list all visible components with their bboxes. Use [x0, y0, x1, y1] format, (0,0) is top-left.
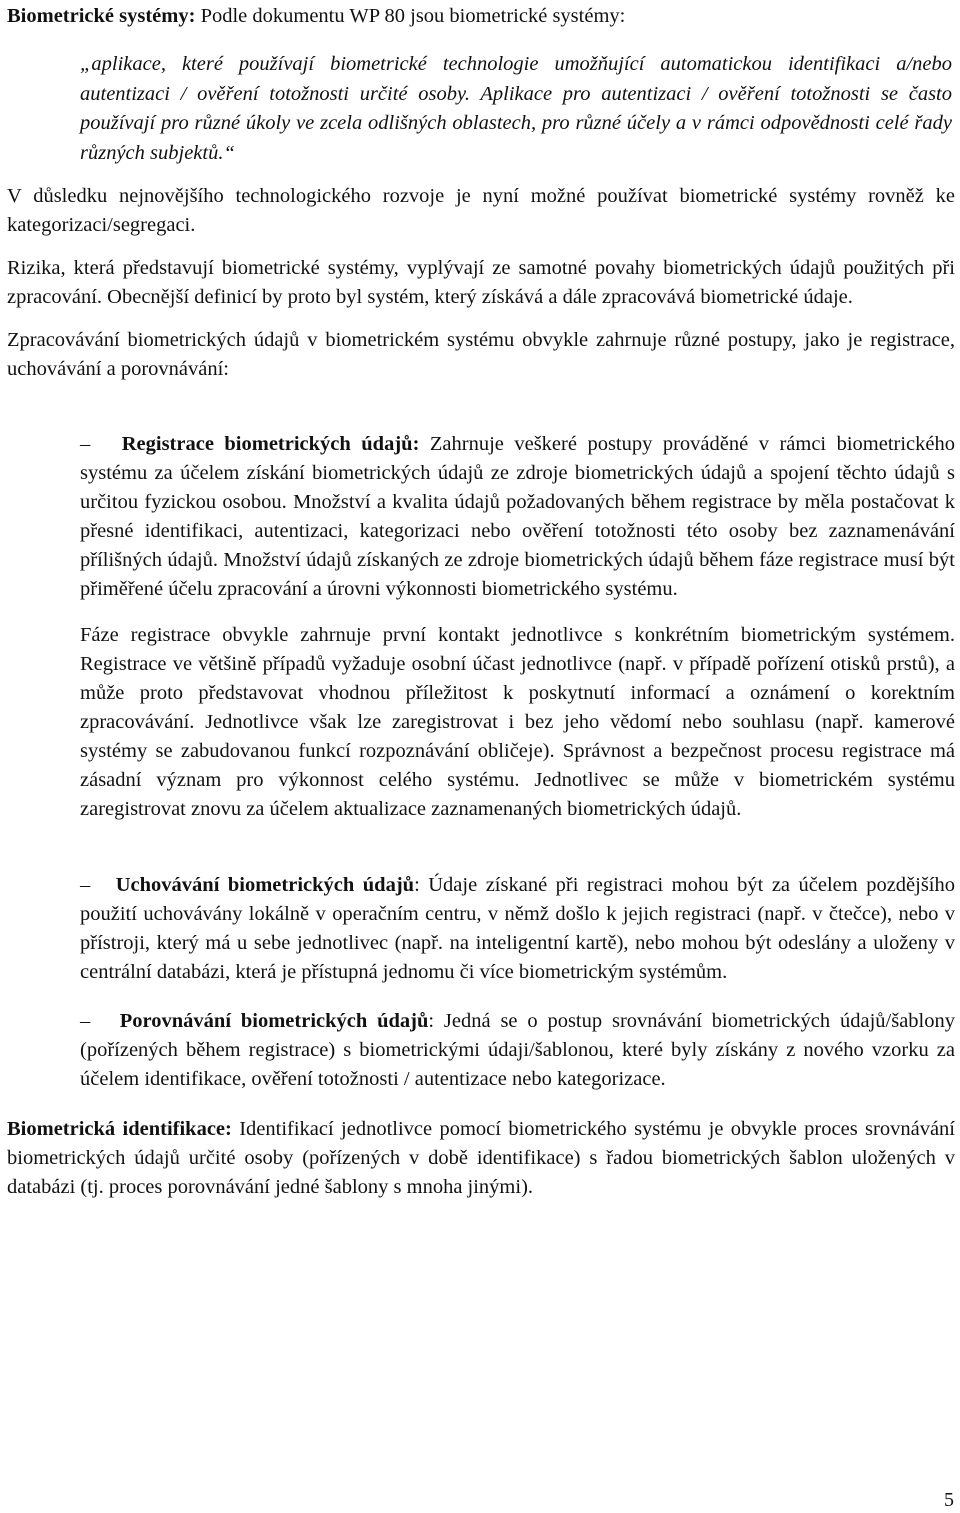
- intro-text: Podle dokumentu WP 80 jsou biometrické systémy:: [195, 5, 626, 27]
- list-item-storage: [80, 871, 955, 987]
- paragraph-development: V důsledku nejnovějšího technologického rozvoje je nyní možné používat biometrické systémy rovněž ke kategorizaci/segregaci.: [7, 185, 955, 236]
- list-item-term: Uchovávání biometrických údajů: [115, 874, 415, 896]
- list-dash: –: [80, 433, 91, 455]
- list-dash: –: [80, 874, 91, 896]
- document-page: [7, 0, 955, 1202]
- identification-paragraph: [7, 1115, 955, 1202]
- identification-term: Biometrická identifikace:: [7, 1118, 232, 1140]
- intro-term: Biometrické systémy:: [7, 5, 196, 27]
- list-item-comparison: [80, 1007, 955, 1094]
- intro-paragraph: [7, 2, 955, 31]
- registration-phase-paragraph: Fáze registrace obvykle zahrnuje první kontakt jednotlivce s konkrétním biometrickým systémem. Registrace ve většině případů vyžaduje osobní účast jednotlivce (např. v případě pořízení otisků prstů), a může proto představovat vhodnou příležitost k poskytnutí informací a oznámení o korektním zpracovávání. Jednotlivce však lze zaregistrovat i bez jeho vědomí nebo souhlasu (např. kamerové systémy se zabudovanou funkcí rozpoznávání obličeje). Správnost a bezpečnost procesu registrace má zásadní význam pro výkonnost celého systému. Jednotlivec se může v biometrickém systému zaregistrovat znovu za účelem aktualizace zaznamenaných biometrických údajů.: [80, 624, 955, 820]
- list-dash: –: [80, 1010, 91, 1032]
- list-item-text: Zahrnuje veškeré postupy prováděné v rámci biometrického systému za účelem získání biometrických údajů ze zdroje biometrických údajů a spojení těchto údajů s určitou fyzickou osobou. Množství a kvalita údajů požadovaných během registrace by měla postačovat k přesné identifikaci, autentizaci, kategorizaci nebo ověření totožnosti této osoby bez zaznamenávání přílišných údajů. Množství údajů získaných ze zdroje biometrických údajů během fáze registrace musí být přiměřené účelu zpracování a úrovni výkonnosti biometrického systému.: [80, 433, 956, 600]
- paragraph-processing: Zpracovávání biometrických údajů v biometrickém systému obvykle zahrnuje různé postupy, jako je registrace, uchovávání a porovnávání:: [7, 329, 955, 380]
- list-item-term: Registrace biometrických údajů:: [121, 433, 420, 455]
- identification-text: Identifikací jednotlivce pomocí biometrického systému je obvykle proces srovnávání biometrických údajů určité osoby (pořízených v době identifikace) s řadou biometrických šablon uložených v databázi (tj. proces porovnávání jedné šablony s mnoha jinými).: [7, 1118, 955, 1198]
- wp80-quote: „aplikace, které používají biometrické technologie umožňující automatickou identifikaci a/nebo autentizaci / ověření totožnosti určité osoby. Aplikace pro autentizaci / ověření totožnosti se často používají pro různé úkoly ve zcela odlišných oblastech, pro různé účely a v rámci odpovědnosti celé řady různých subjektů.“: [80, 53, 952, 164]
- list-item-registration: [80, 430, 955, 604]
- list-item-text: : Jedná se o postup srovnávání biometrických údajů/šablony (pořízených během registrace) s biometrickými údaji/šablonou, které byly získány z nového vzorku za účelem identifikace, ověření totožnosti / autentizace nebo kategorizace.: [80, 1010, 956, 1090]
- page-number: 5: [944, 1489, 954, 1511]
- paragraph-risks: Rizika, která představují biometrické systémy, vyplývají ze samotné povahy biometrických údajů použitých při zpracování. Obecnější definicí by proto byl systém, který získává a dále zpracovává biometrické údaje.: [7, 257, 955, 308]
- list-item-text: : Údaje získané při registraci mohou být za účelem pozdějšího použití uchovávány lokálně v operačním centru, v němž došlo k jejich registraci (např. v čtečce), nebo v přístroji, který má u sebe jednotlivec (např. na inteligentní kartě), nebo mohou být odeslány a uloženy v centrální databázi, která je přístupná jednomu či více biometrickým systémům.: [80, 874, 956, 983]
- list-item-term: Porovnávání biometrických údajů: [119, 1010, 429, 1032]
